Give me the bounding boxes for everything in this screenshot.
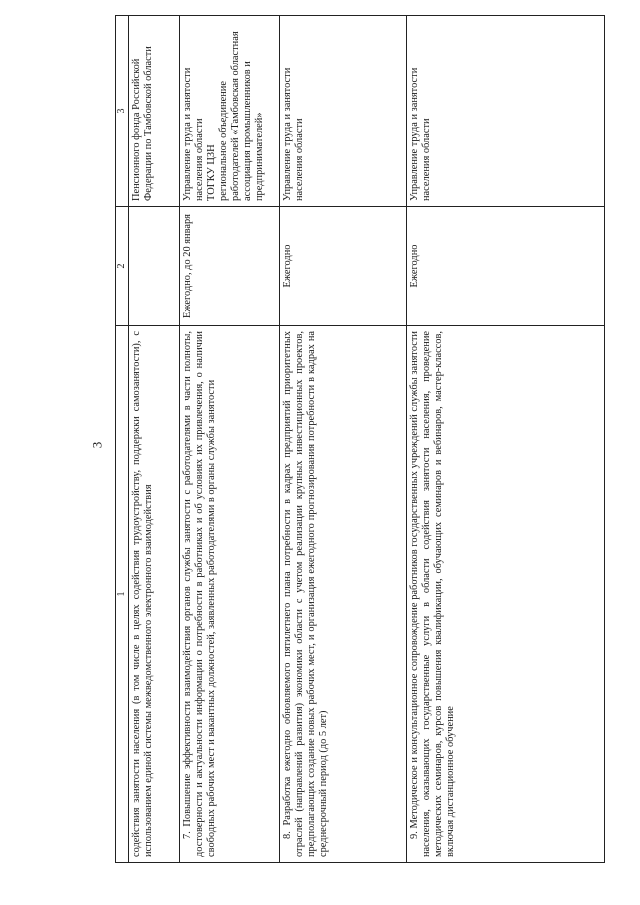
responsible-cell: Управление труда и занятости населения области ТОГКУ ЦЗН региональное объединение работодателей «Тамбовская областная ассоциация промышленников и предпринимателей»: [180, 16, 280, 207]
responsible-cell: Пенсионного фонда Российской Федерации по Тамбовской области: [129, 16, 180, 207]
table-header-row: [116, 16, 129, 863]
document-sheet: [115, 31, 605, 863]
page-number: 3: [89, 441, 105, 449]
responsible-cell: Управление труда и занятости населения области: [280, 16, 407, 207]
table-row: [407, 16, 605, 863]
measure-cell: содействия занятости населения (в том числе в целях содействия трудоустройству, поддержки самозанятости), с использованием единой системы межведомственного электронного взаимодействия: [129, 326, 180, 863]
table-row: [129, 16, 180, 863]
measures-table: [115, 15, 605, 863]
measure-cell: 7. Повышение эффективности взаимодействия органов службы занятости с работодателями в части полноты, достоверности и актуальности информации о потребности в работниках и об условиях их привлечения, о наличии свободных рабочих мест и вакантных должностей, заявленных работодателями в органы службы занятости: [180, 326, 280, 863]
deadline-cell: Ежегодно: [407, 207, 605, 326]
measure-cell: 8. Разработка ежегодно обновляемого пятилетнего плана потребности в кадрах предприятий приоритетных отраслей (направлений развития) экономики области с учетом реализации крупных инвестиционных проектов, предполагающих создание новых рабочих мест, и организация ежегодного прогнозирования потребности в кадрах на среднесрочный период (до 5 лет): [280, 326, 407, 863]
measure-cell: 9. Методическое и консультационное сопровождение работников государственных учреждений службы занятости населения, оказывающих государственные услуги в области содействия занятости населения, проведение методических семинаров, курсов повышения квалификации, обучающих семинаров и вебинаров, мастер-классов, включая дистанционное обучение: [407, 326, 605, 863]
header-col-2: 2: [116, 207, 129, 326]
header-col-1: 1: [116, 326, 129, 863]
deadline-cell: Ежегодно, до 20 января: [180, 207, 280, 326]
responsible-cell: Управление труда и занятости населения области: [407, 16, 605, 207]
header-col-3: 3: [116, 16, 129, 207]
deadline-cell: [129, 207, 180, 326]
table-row: [180, 16, 280, 863]
deadline-cell: Ежегодно: [280, 207, 407, 326]
table-row: [280, 16, 407, 863]
